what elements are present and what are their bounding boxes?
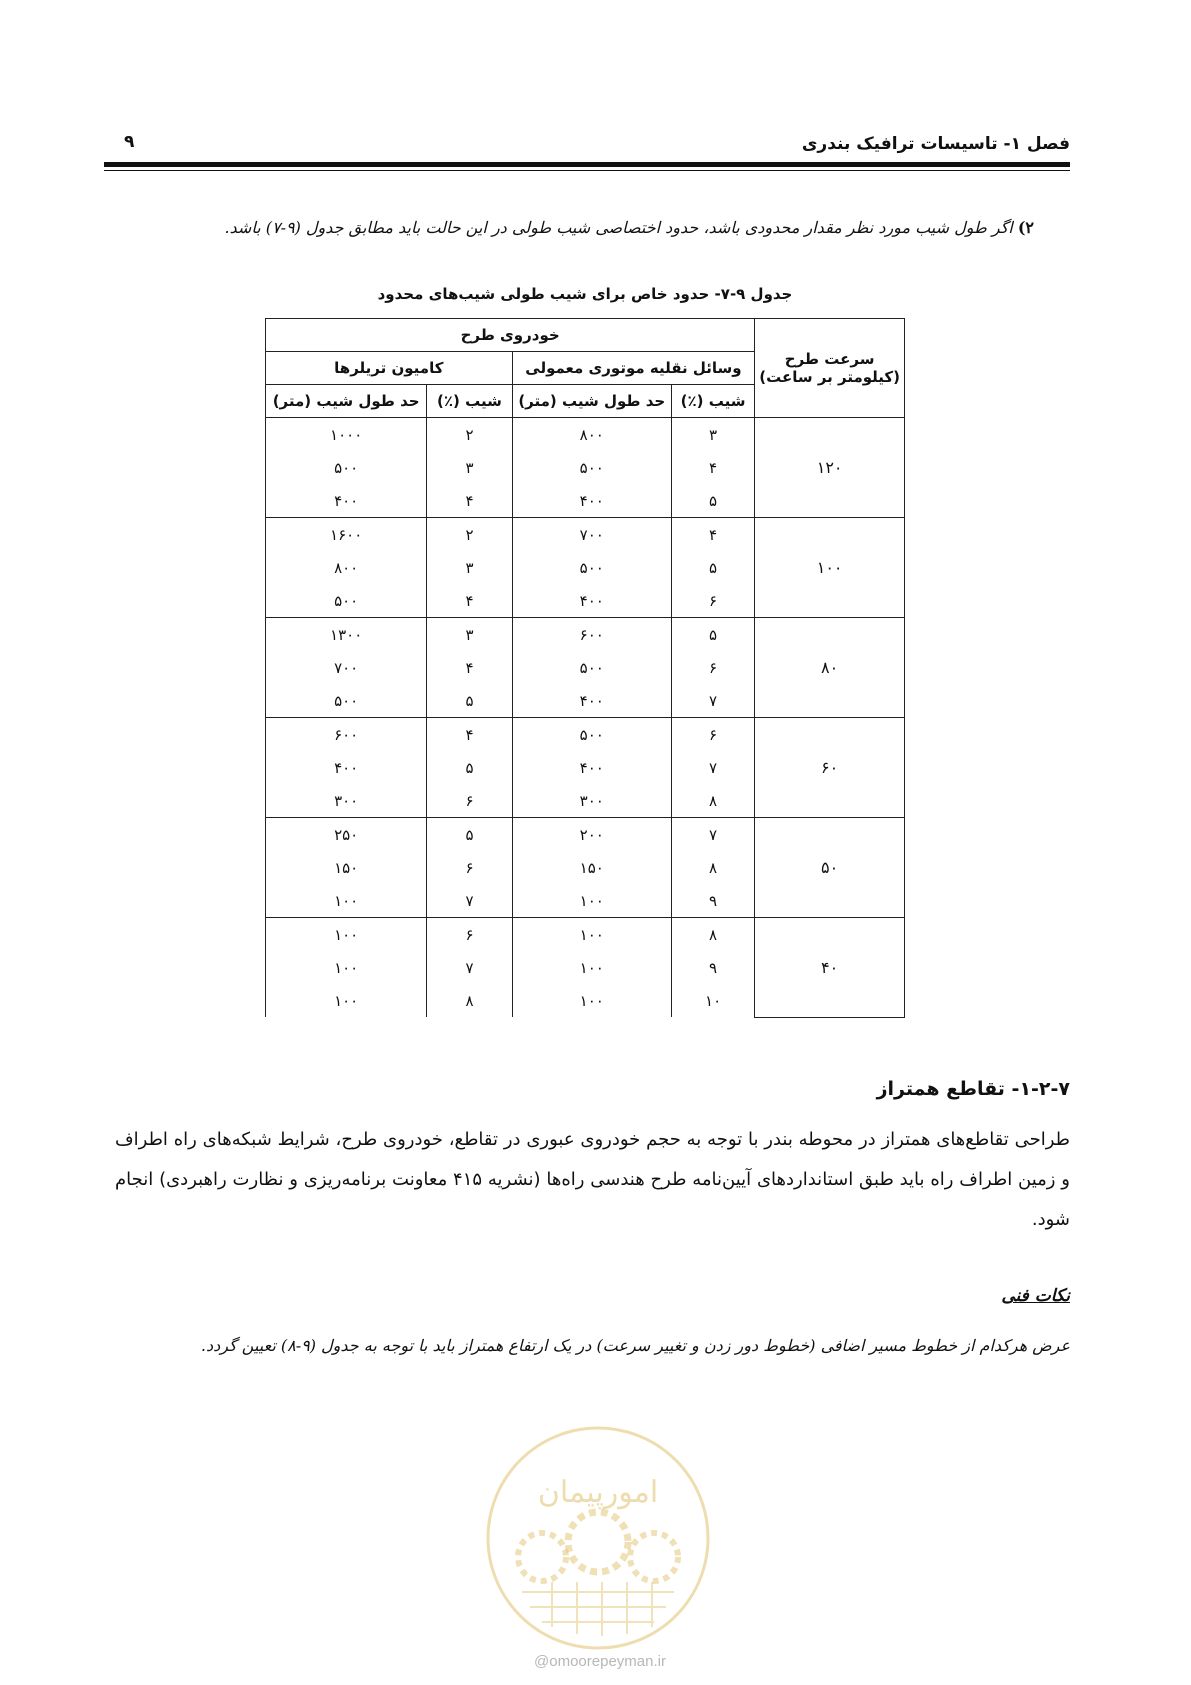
slope-ordinary-cell: ۹ bbox=[671, 884, 754, 918]
length-trucks-cell: ۱۶۰۰ bbox=[266, 518, 427, 552]
length-trucks-cell: ۵۰۰ bbox=[266, 451, 427, 484]
length-trucks-cell: ۶۰۰ bbox=[266, 718, 427, 752]
header-slope-ordinary: شیب (٪) bbox=[671, 385, 754, 418]
slope-ordinary-cell: ۵ bbox=[671, 618, 754, 652]
slope-ordinary-cell: ۳ bbox=[671, 418, 754, 452]
length-ordinary-cell: ۱۰۰ bbox=[512, 884, 671, 918]
slope-ordinary-cell: ۵ bbox=[671, 551, 754, 584]
slope-ordinary-cell: ۴ bbox=[671, 451, 754, 484]
design-speed-cell: ۵۰ bbox=[755, 818, 905, 918]
length-ordinary-cell: ۵۰۰ bbox=[512, 718, 671, 752]
slope-trucks-cell: ۵ bbox=[427, 684, 512, 718]
slope-ordinary-cell: ۶ bbox=[671, 718, 754, 752]
note-2-text: اگر طول شیب مورد نظر مقدار محدودی باشد، حدود اختصاصی شیب طولی در این حالت باید مطابق جدول (۹-۷) باشد. bbox=[224, 218, 1013, 237]
design-speed-cell: ۱۲۰ bbox=[755, 418, 905, 518]
slope-trucks-cell: ۴ bbox=[427, 651, 512, 684]
table-row bbox=[266, 618, 905, 652]
header-length-ordinary: حد طول شیب (متر) bbox=[512, 385, 671, 418]
header-speed-line1: سرعت طرح bbox=[784, 350, 875, 368]
slope-ordinary-cell: ۶ bbox=[671, 651, 754, 684]
slope-ordinary-cell: ۹ bbox=[671, 951, 754, 984]
length-ordinary-cell: ۱۰۰ bbox=[512, 984, 671, 1017]
length-ordinary-cell: ۳۰۰ bbox=[512, 784, 671, 818]
slope-ordinary-cell: ۴ bbox=[671, 518, 754, 552]
slope-trucks-cell: ۵ bbox=[427, 751, 512, 784]
slope-trucks-cell: ۶ bbox=[427, 784, 512, 818]
length-trucks-cell: ۱۰۰ bbox=[266, 984, 427, 1017]
length-trucks-cell: ۵۰۰ bbox=[266, 684, 427, 718]
header-rule-thick bbox=[104, 162, 1070, 167]
table-row bbox=[266, 718, 905, 752]
slope-limits-table bbox=[265, 318, 905, 1018]
length-trucks-cell: ۴۰۰ bbox=[266, 751, 427, 784]
watermark-url: @omoorepeyman.ir bbox=[534, 1653, 666, 1670]
section-paragraph: طراحی تقاطع‌های همتراز در محوطه بندر با توجه به حجم خودروی عبوری در تقاطع، خودروی طرح، شرایط شبکه‌های راه اطراف و زمین اطراف راه باید طبق استانداردهای آیین‌نامه طرح هندسی راه‌ها (نشریه ۴۱۵ معاونت برنامه‌ریزی و نظارت راهبردی) انجام شود. bbox=[115, 1129, 1070, 1230]
slope-ordinary-cell: ۷ bbox=[671, 818, 754, 852]
table-row bbox=[266, 918, 905, 952]
table-body bbox=[266, 418, 905, 1018]
length-trucks-cell: ۵۰۰ bbox=[266, 584, 427, 618]
header-slope-trucks: شیب (٪) bbox=[427, 385, 512, 418]
length-ordinary-cell: ۱۰۰ bbox=[512, 918, 671, 952]
length-ordinary-cell: ۵۰۰ bbox=[512, 551, 671, 584]
page-number: ۹ bbox=[124, 132, 135, 152]
design-speed-cell: ۶۰ bbox=[755, 718, 905, 818]
length-ordinary-cell: ۵۰۰ bbox=[512, 651, 671, 684]
length-trucks-cell: ۱۰۰۰ bbox=[266, 418, 427, 452]
design-speed-cell: ۸۰ bbox=[755, 618, 905, 718]
watermark-logo-text: امورپیمان bbox=[537, 1475, 659, 1510]
tech-notes-title: نکات فنی bbox=[1001, 1286, 1070, 1306]
slope-trucks-cell: ۲ bbox=[427, 418, 512, 452]
slope-trucks-cell: ۴ bbox=[427, 718, 512, 752]
length-ordinary-cell: ۷۰۰ bbox=[512, 518, 671, 552]
slope-trucks-cell: ۶ bbox=[427, 851, 512, 884]
length-ordinary-cell: ۴۰۰ bbox=[512, 751, 671, 784]
slope-ordinary-cell: ۸ bbox=[671, 918, 754, 952]
slope-trucks-cell: ۷ bbox=[427, 951, 512, 984]
slope-trucks-cell: ۴ bbox=[427, 584, 512, 618]
header-rule-thin bbox=[104, 170, 1070, 171]
slope-trucks-cell: ۶ bbox=[427, 918, 512, 952]
slope-ordinary-cell: ۷ bbox=[671, 684, 754, 718]
slope-trucks-cell: ۲ bbox=[427, 518, 512, 552]
note-2 bbox=[104, 218, 1034, 237]
table-row bbox=[266, 818, 905, 852]
header-trucks: کامیون تریلرها bbox=[266, 352, 513, 385]
slope-trucks-cell: ۳ bbox=[427, 551, 512, 584]
header-ordinary-vehicles: وسائل نقلیه موتوری معمولی bbox=[512, 352, 755, 385]
length-ordinary-cell: ۴۰۰ bbox=[512, 684, 671, 718]
slope-ordinary-cell: ۶ bbox=[671, 584, 754, 618]
slope-trucks-cell: ۷ bbox=[427, 884, 512, 918]
length-trucks-cell: ۱۰۰ bbox=[266, 918, 427, 952]
header-design-speed bbox=[755, 319, 905, 418]
section-title: ۱-۲-۷- تقاطع همتراز bbox=[876, 1078, 1070, 1100]
length-ordinary-cell: ۶۰۰ bbox=[512, 618, 671, 652]
slope-trucks-cell: ۸ bbox=[427, 984, 512, 1017]
slope-ordinary-cell: ۷ bbox=[671, 751, 754, 784]
header-speed-line2: (کیلومتر بر ساعت) bbox=[759, 368, 900, 386]
length-ordinary-cell: ۴۰۰ bbox=[512, 584, 671, 618]
length-trucks-cell: ۱۰۰ bbox=[266, 951, 427, 984]
length-trucks-cell: ۱۵۰ bbox=[266, 851, 427, 884]
slope-trucks-cell: ۳ bbox=[427, 451, 512, 484]
length-trucks-cell: ۳۰۰ bbox=[266, 784, 427, 818]
table-caption: جدول ۹-۷- حدود خاص برای شیب طولی شیب‌های محدود bbox=[377, 285, 793, 303]
length-ordinary-cell: ۵۰۰ bbox=[512, 451, 671, 484]
design-speed-cell: ۱۰۰ bbox=[755, 518, 905, 618]
length-ordinary-cell: ۴۰۰ bbox=[512, 484, 671, 518]
slope-ordinary-cell: ۱۰ bbox=[671, 984, 754, 1017]
length-trucks-cell: ۴۰۰ bbox=[266, 484, 427, 518]
length-trucks-cell: ۷۰۰ bbox=[266, 651, 427, 684]
length-ordinary-cell: ۲۰۰ bbox=[512, 818, 671, 852]
design-speed-cell: ۴۰ bbox=[755, 918, 905, 1018]
slope-ordinary-cell: ۵ bbox=[671, 484, 754, 518]
slope-trucks-cell: ۴ bbox=[427, 484, 512, 518]
length-trucks-cell: ۲۵۰ bbox=[266, 818, 427, 852]
slope-trucks-cell: ۳ bbox=[427, 618, 512, 652]
length-trucks-cell: ۱۳۰۰ bbox=[266, 618, 427, 652]
table-row bbox=[266, 418, 905, 452]
note-2-number: ۲) bbox=[1017, 218, 1034, 237]
slope-trucks-cell: ۵ bbox=[427, 818, 512, 852]
slope-ordinary-cell: ۸ bbox=[671, 851, 754, 884]
table-row bbox=[266, 518, 905, 552]
length-ordinary-cell: ۸۰۰ bbox=[512, 418, 671, 452]
chapter-title: فصل ۱- تاسیسات ترافیک بندری bbox=[801, 134, 1070, 154]
watermark-logo bbox=[482, 1422, 714, 1654]
length-ordinary-cell: ۱۰۰ bbox=[512, 951, 671, 984]
tech-note-text: عرض هرکدام از خطوط مسیر اضافی (خطوط دور زدن و تغییر سرعت) در یک ارتفاع همتراز باید با توجه به جدول (۹-۸) تعیین گردد. bbox=[200, 1336, 1070, 1355]
length-ordinary-cell: ۱۵۰ bbox=[512, 851, 671, 884]
header-design-vehicle: خودروی طرح bbox=[266, 319, 755, 352]
length-trucks-cell: ۱۰۰ bbox=[266, 884, 427, 918]
slope-ordinary-cell: ۸ bbox=[671, 784, 754, 818]
header-length-trucks: حد طول شیب (متر) bbox=[266, 385, 427, 418]
length-trucks-cell: ۸۰۰ bbox=[266, 551, 427, 584]
